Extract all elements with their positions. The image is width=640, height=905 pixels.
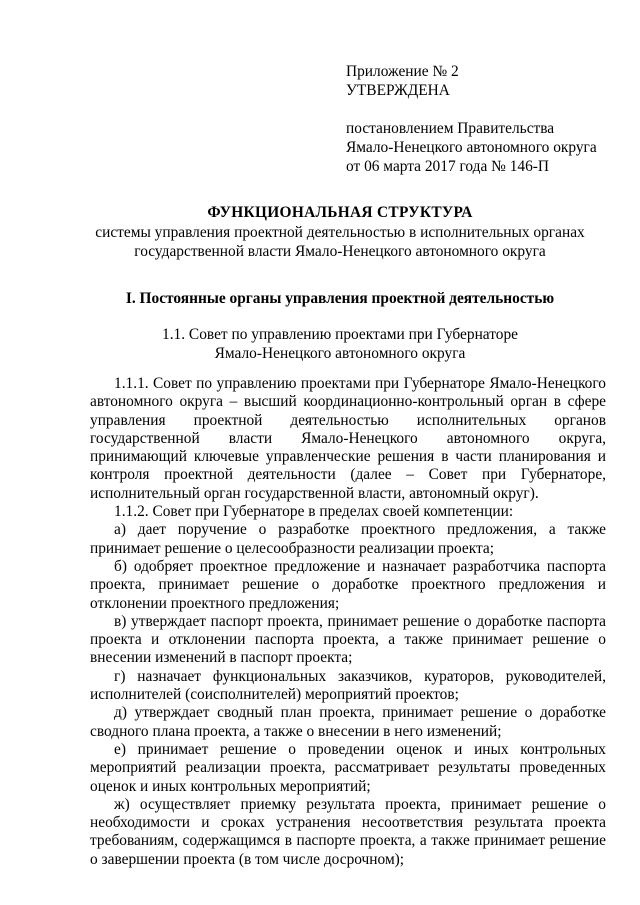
title-main: ФУНКЦИОНАЛЬНАЯ СТРУКТУРА (207, 204, 473, 221)
stamp-spacer (346, 100, 626, 119)
approval-stamp (346, 62, 626, 176)
subsection-heading (60, 325, 620, 363)
paragraph-item-e: е) принимает решение о проведении оценок и иных контрольных мероприятий реализации проекта, рассматривает результаты проведенных оценок и иных контрольных мероприятий; (90, 740, 606, 795)
paragraph-item-d: д) утверждает сводный план проекта, принимает решение о доработке сводного плана проекта, а также о внесении в него изменений; (90, 704, 606, 740)
approved-label: УТВЕРЖДЕНА (346, 82, 450, 99)
appendix-number: Приложение № 2 (346, 63, 459, 80)
document-title (60, 203, 620, 261)
paragraph-1-1-1: 1.1.1. Совет по управлению проектами при Губернаторе Ямало-Ненецкого автономного округа – высший координационно-контрольный орган в сфере управления проектной деятельностью исполнительных органов государственной власти Ямало-Ненецкого автономного округа, принимающий ключевые управленческие решения в части планирования и контроля проектной деятельности (далее – Совет при Губернаторе, исполнительный орган государственной власти, автономный округ). (90, 375, 606, 502)
paragraph-item-g: г) назначает функциональных заказчиков, кураторов, руководителей, исполнителей (соисполнителей) мероприятий проектов; (90, 667, 606, 704)
paragraph-item-zh: ж) осуществляет приемку результата проекта, принимает решение о необходимости и сроках устранения несоответствия результата проекта требованиям, содержащимся в паспорте проекта, а также принимает решение о завершении проекта (в том числе досрочном); (90, 795, 606, 868)
subsection-line-1: 1.1. Совет по управлению проектами при Губернаторе (162, 326, 518, 343)
region-line: Ямало-Ненецкого автономного округа (346, 139, 597, 156)
paragraph-item-b: б) одобряет проектное предложение и назначает разработчика паспорта проекта, принимает решение о доработке проектного предложения и отклонении проектного предложения; (90, 557, 606, 612)
title-sub-1: системы управления проектной деятельностью в исполнительных органах (95, 224, 585, 241)
title-sub-2: государственной власти Ямало-Ненецкого автономного округа (134, 243, 546, 260)
resolution-date: от 06 марта 2017 года № 146-П (346, 158, 550, 175)
paragraph-1-1-2: 1.1.2. Совет при Губернаторе в пределах своей компетенции: (114, 503, 514, 521)
section-heading: I. Постоянные органы управления проектной деятельностью (125, 290, 555, 307)
body-text (90, 375, 606, 869)
subsection-line-2: Ямало-Ненецкого автономного округа (214, 345, 466, 362)
paragraph-item-v: в) утверждает паспорт проекта, принимает решение о доработке паспорта проекта и отклонении паспорта проекта, а также принимает решение о внесении изменений в паспорт проекта; (90, 612, 606, 667)
resolution-line: постановлением Правительства (346, 120, 555, 137)
paragraph-item-a: а) дает поручение о разработке проектного предложения, а также принимает решение о целесообразности реализации проекта; (90, 521, 606, 557)
